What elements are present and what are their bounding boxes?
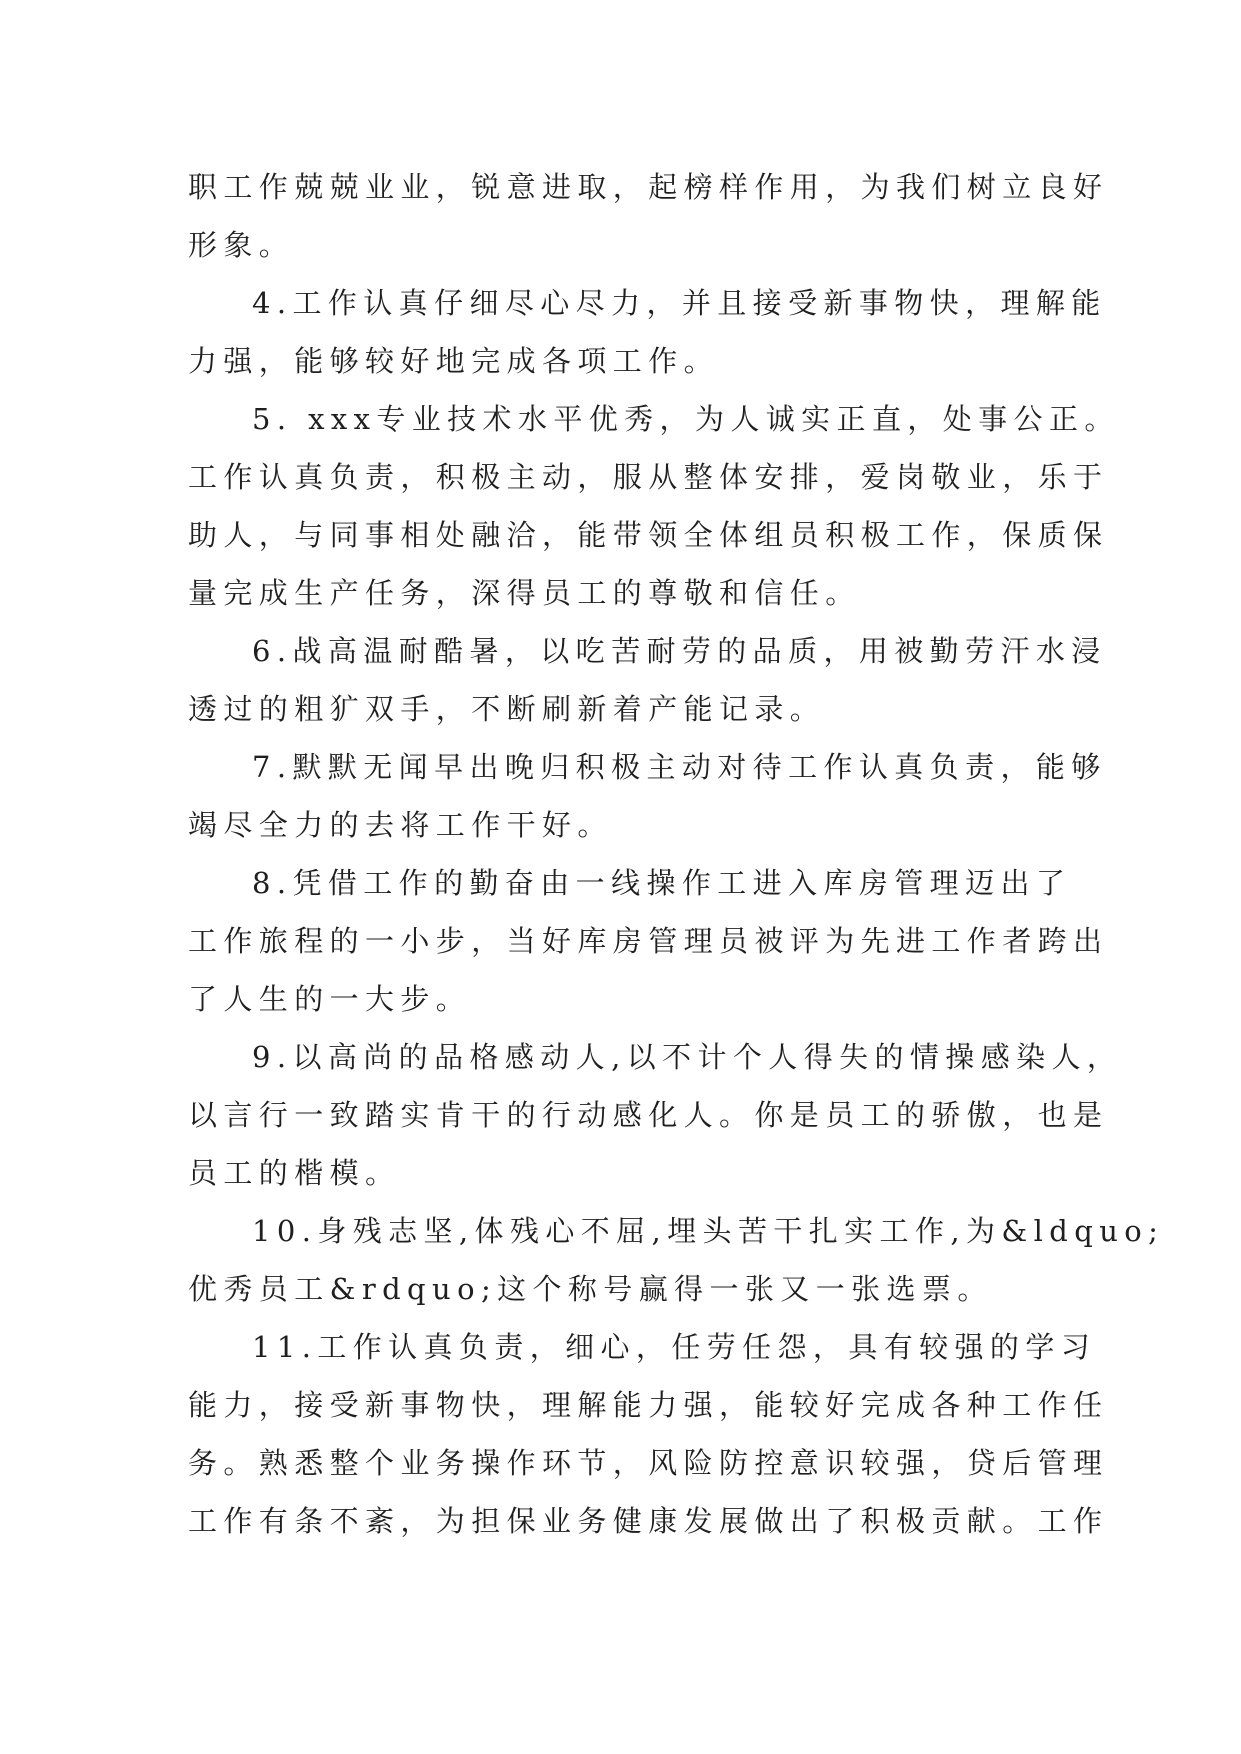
- text-line: 优秀员工&rdquo;这个称号赢得一张又一张选票。: [188, 1272, 993, 1306]
- paragraph-item-8: [188, 854, 1109, 1028]
- text-line: 量完成生产任务，深得员工的尊敬和信任。: [188, 576, 861, 610]
- text-line: 透过的粗犷双手，不断刷新着产能记录。: [188, 692, 826, 726]
- text-line: 5. xxx专业技术水平优秀，为人诚实正直，处事公正。: [252, 402, 1120, 436]
- text-line: 工作认真负责，积极主动，服从整体安排，爱岗敬业，乐于: [188, 460, 1109, 494]
- text-line: 务。熟悉整个业务操作环节，风险防控意识较强，贷后管理: [188, 1446, 1109, 1480]
- document-body: [188, 158, 1165, 1550]
- paragraph-item-9: [188, 1028, 1123, 1202]
- text-line: 工作有条不紊，为担保业务健康发展做出了积极贡献。工作: [188, 1504, 1109, 1538]
- text-line: 8.凭借工作的勤奋由一线操作工进入库房管理迈出了: [252, 866, 1072, 900]
- text-line: 员工的楷模。: [188, 1156, 401, 1190]
- text-line: 10.身残志坚,体残心不屈,埋头苦干扎实工作,为&ldquo;: [252, 1214, 1165, 1248]
- text-line: 11.工作认真负责，细心，任劳任怨，具有较强的学习: [252, 1330, 1097, 1364]
- text-line: 助人，与同事相处融洽，能带领全体组员积极工作，保质保: [188, 518, 1109, 552]
- text-line: 7.默默无闻早出晚归积极主动对待工作认真负责，能够: [252, 750, 1107, 784]
- text-line: 形象。: [188, 228, 295, 262]
- text-line: 竭尽全力的去将工作干好。: [188, 808, 613, 842]
- text-line: 4.工作认真仔细尽心尽力，并且接受新事物快，理解能: [252, 286, 1107, 320]
- text-line: 工作旅程的一小步，当好库房管理员被评为先进工作者跨出: [188, 924, 1109, 958]
- text-line: 以言行一致踏实肯干的行动感化人。你是员工的骄傲，也是: [188, 1098, 1109, 1132]
- paragraph-item-4: [188, 274, 1107, 390]
- paragraph-item-6: [188, 622, 1107, 738]
- text-line: 6.战高温耐酷暑，以吃苦耐劳的品质，用被勤劳汗水浸: [252, 634, 1107, 668]
- paragraph-continuation: [188, 158, 1109, 274]
- text-line: 力强，能够较好地完成各项工作。: [188, 344, 720, 378]
- paragraph-item-7: [188, 738, 1107, 854]
- text-line: 能力，接受新事物快，理解能力强，能较好完成各种工作任: [188, 1388, 1109, 1422]
- text-line: 了人生的一大步。: [188, 982, 472, 1016]
- paragraph-item-11: [188, 1318, 1109, 1550]
- paragraph-item-10: [188, 1202, 1165, 1318]
- text-line: 9.以高尚的品格感动人,以不计个人得失的情操感染人，: [252, 1040, 1123, 1074]
- paragraph-item-5: [188, 390, 1120, 622]
- text-line: 职工作兢兢业业，锐意进取，起榜样作用，为我们树立良好: [188, 170, 1109, 204]
